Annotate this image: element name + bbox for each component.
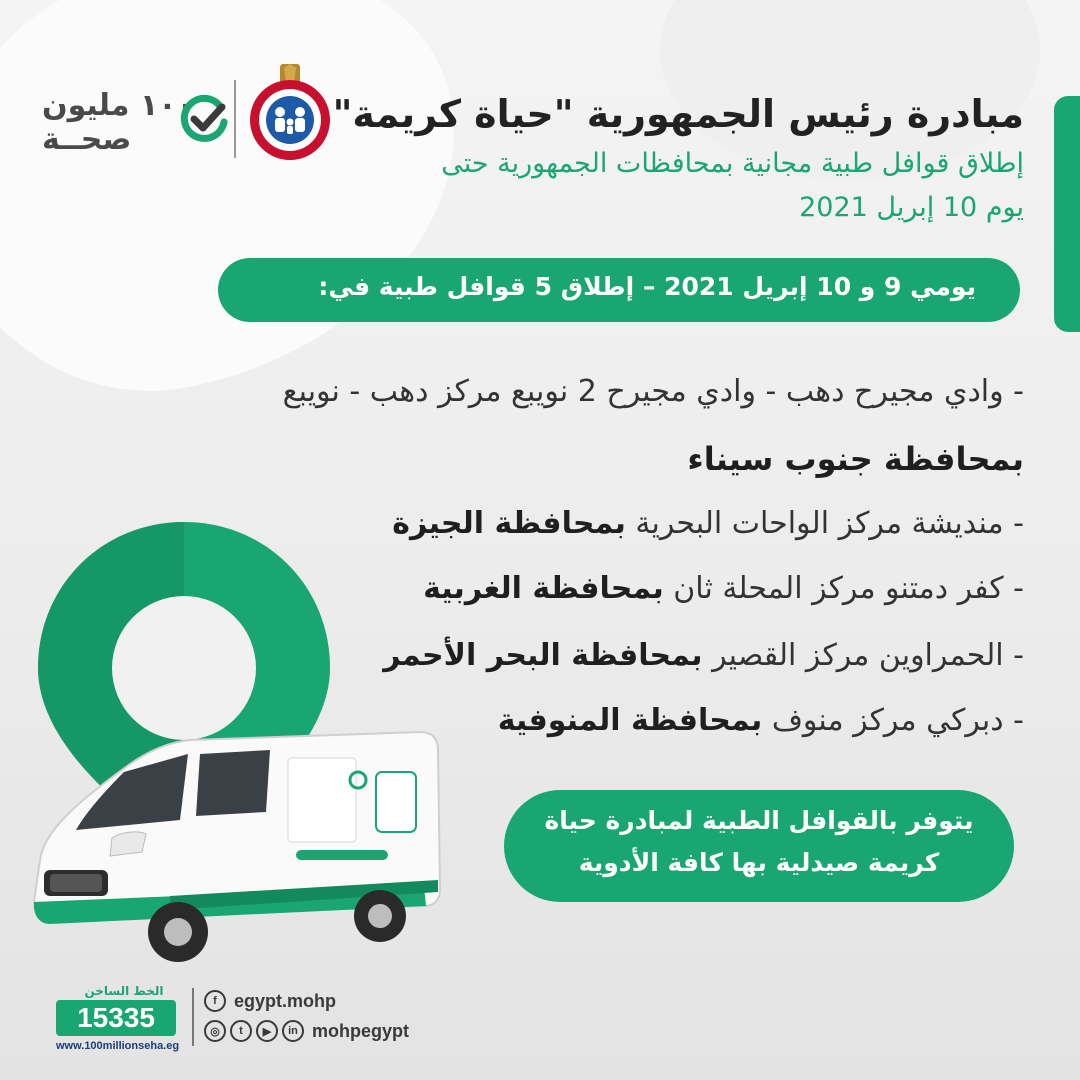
- accent-bar: [1054, 96, 1080, 332]
- pharmacy-note: [504, 790, 1014, 902]
- list-item-governorate: بمحافظة الغربية: [423, 571, 664, 606]
- website-link[interactable]: www.100millionseha.eg: [56, 1040, 180, 1052]
- check-logo-icon: [180, 94, 230, 144]
- logo-divider: [234, 80, 236, 158]
- instagram-icon[interactable]: ◎: [204, 1020, 226, 1042]
- list-item-text: - دبركي مركز منوف: [762, 703, 1024, 738]
- footer-divider: [192, 988, 194, 1046]
- medical-van-illustration: [20, 720, 450, 970]
- list-item-text: - وادي مجيرح دهب - وادي مجيرح 2 نويبع مركز دهب - نويبع: [282, 374, 1024, 409]
- social-row: [204, 1020, 409, 1042]
- list-item: [283, 374, 1024, 409]
- list-item-governorate: بمحافظة الجيزة: [392, 506, 626, 541]
- twitter-icon[interactable]: t: [230, 1020, 252, 1042]
- subtitle-line1: إطلاق قوافل طبية مجانية بمحافظات الجمهورية حتى: [441, 148, 1024, 179]
- logo-text-line2: صحــة: [42, 122, 132, 157]
- hotline-label: الخط الساخن: [84, 984, 164, 998]
- list-item-text: - منديشة مركز الواحات البحرية: [625, 506, 1024, 541]
- facebook-icon[interactable]: f: [204, 990, 226, 1012]
- facebook-handle[interactable]: egypt.mohp: [234, 990, 336, 1011]
- linkedin-icon[interactable]: in: [282, 1020, 304, 1042]
- list-item: [498, 703, 1024, 738]
- page-title: مبادرة رئيس الجمهورية "حياة كريمة": [332, 92, 1024, 136]
- list-item-governorate: بمحافظة جنوب سيناء: [687, 440, 1024, 478]
- dates-banner-text: يومي 9 و 10 إبريل 2021 – إطلاق 5 قوافل طبية في:: [318, 272, 976, 301]
- ministry-of-health-logo: [244, 62, 336, 162]
- list-item-text: - الحمراوين مركز القصير: [702, 638, 1024, 673]
- pharmacy-note-line1: يتوفر بالقوافل الطبية لمبادرة حياة: [544, 806, 974, 835]
- logo-text-line1: ١٠٠ مليون: [42, 88, 195, 123]
- social-handle[interactable]: mohpegypt: [312, 1020, 409, 1041]
- list-item: [392, 506, 1024, 541]
- youtube-icon[interactable]: ▶: [256, 1020, 278, 1042]
- hundred-million-logo: [42, 88, 222, 158]
- list-item: [383, 638, 1024, 673]
- pharmacy-note-line2: كريمة صيدلية بها كافة الأدوية: [578, 848, 940, 877]
- hotline-number: 15335: [56, 1000, 176, 1036]
- list-item: [687, 440, 1024, 478]
- list-item-governorate: بمحافظة البحر الأحمر: [383, 638, 703, 673]
- subtitle-line2: يوم 10 إبريل 2021: [799, 192, 1024, 223]
- list-item-governorate: بمحافظة المنوفية: [497, 703, 763, 738]
- list-item: [423, 571, 1024, 606]
- list-item-text: - كفر دمتنو مركز المحلة ثان: [663, 571, 1024, 606]
- facebook-row: [204, 990, 336, 1012]
- dates-banner: [218, 258, 1020, 322]
